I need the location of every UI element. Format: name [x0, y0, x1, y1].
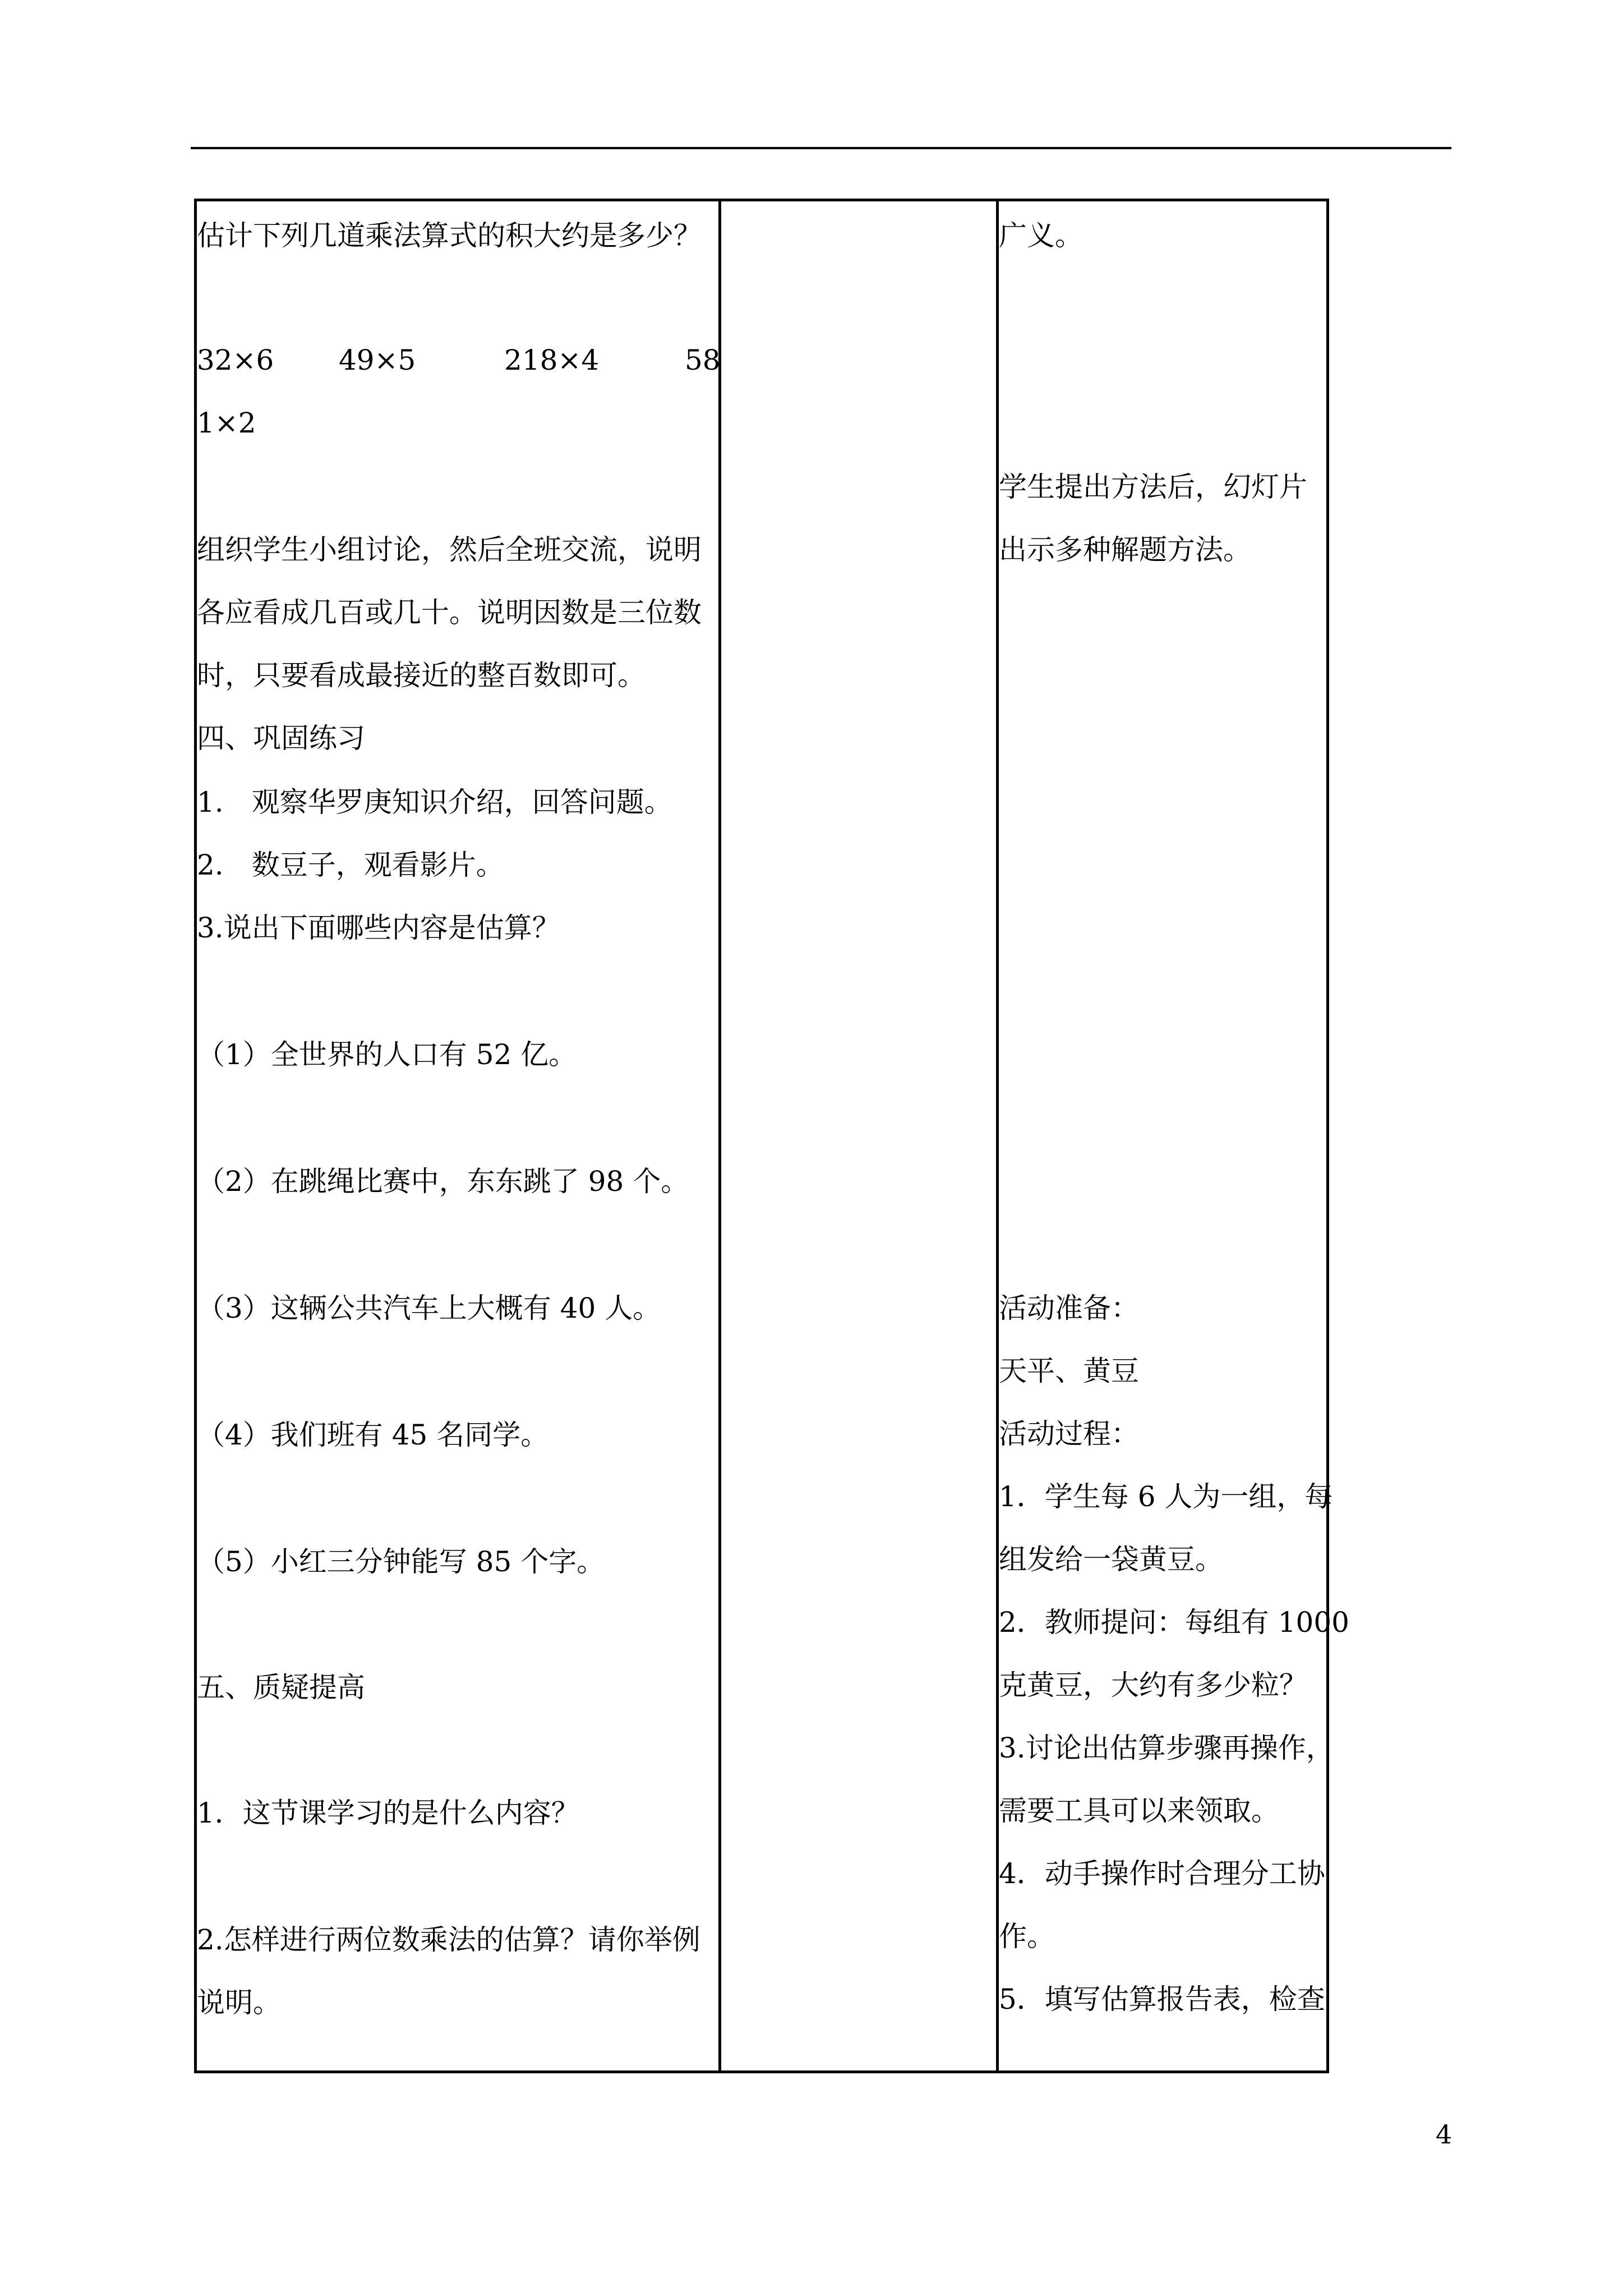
activity-line: 天平、黄豆 [999, 1355, 1139, 1387]
activity-line: 4．动手操作时合理分工协 [999, 1857, 1325, 1890]
estimation-prompt: 估计下列几道乘法算式的积大约是多少？ [197, 219, 702, 252]
student-activity-column [721, 201, 996, 2070]
estimation-item: （5）小红三分钟能写 85 个字。 [197, 1545, 605, 1578]
page-number: 4 [1436, 2119, 1453, 2150]
activity-line: 1．学生每 6 人为一组，每 [999, 1480, 1333, 1513]
estimation-item: （3）这辆公共汽车上大概有 40 人。 [197, 1292, 661, 1324]
review-question: 1．这节课学习的是什么内容？ [197, 1797, 579, 1829]
section-heading: 四、巩固练习 [197, 722, 365, 754]
practice-item: 2. 数豆子，观看影片。 [197, 849, 504, 881]
teaching-content-column [197, 201, 721, 2070]
expression: 49×5 [339, 344, 416, 376]
estimation-item: （2）在跳绳比赛中，东东跳了 98 个。 [197, 1165, 689, 1198]
activity-line: 克黄豆，大约有多少粒？ [999, 1669, 1307, 1701]
expression: 218×4 [504, 344, 600, 376]
activity-line: 3.讨论出估算步骤再操作， [999, 1732, 1334, 1764]
estimation-item: （1）全世界的人口有 52 亿。 [197, 1038, 577, 1071]
activity-line: 5．填写估算报告表，检查 [999, 1983, 1325, 2016]
section-heading: 五、质疑提高 [197, 1671, 365, 1704]
activity-line: 组发给一袋黄豆。 [999, 1543, 1223, 1576]
expression: 58 [685, 344, 721, 376]
estimation-item: （4）我们班有 45 名同学。 [197, 1419, 549, 1451]
practice-item: 3.说出下面哪些内容是估算？ [197, 912, 560, 944]
header-rule [191, 147, 1451, 149]
activity-line: 2．教师提问：每组有 1000 [999, 1606, 1349, 1639]
expression-continued: 1×2 [197, 407, 256, 439]
discussion-line: 时，只要看成最接近的整百数即可。 [197, 659, 645, 692]
review-question: 说明。 [197, 1986, 281, 2019]
discussion-line: 组织学生小组讨论，然后全班交流，说明 [197, 533, 702, 566]
lesson-plan-table [194, 199, 1349, 2073]
activity-line: 需要工具可以来领取。 [999, 1795, 1279, 1827]
note-line: 出示多种解题方法。 [999, 533, 1251, 566]
note-line: 广义。 [999, 219, 1083, 252]
activity-line: 作。 [999, 1920, 1055, 1953]
note-line: 学生提出方法后，幻灯片 [999, 471, 1307, 503]
discussion-line: 各应看成几百或几十。说明因数是三位数 [197, 596, 702, 629]
practice-item: 1. 观察华罗庚知识介绍，回答问题。 [197, 786, 672, 818]
activity-line: 活动过程： [999, 1418, 1139, 1450]
expression: 32×6 [197, 344, 274, 376]
design-notes-column [999, 201, 1349, 2070]
review-question: 2.怎样进行两位数乘法的估算？请你举例 [197, 1924, 700, 1956]
activity-line: 活动准备： [999, 1292, 1139, 1324]
